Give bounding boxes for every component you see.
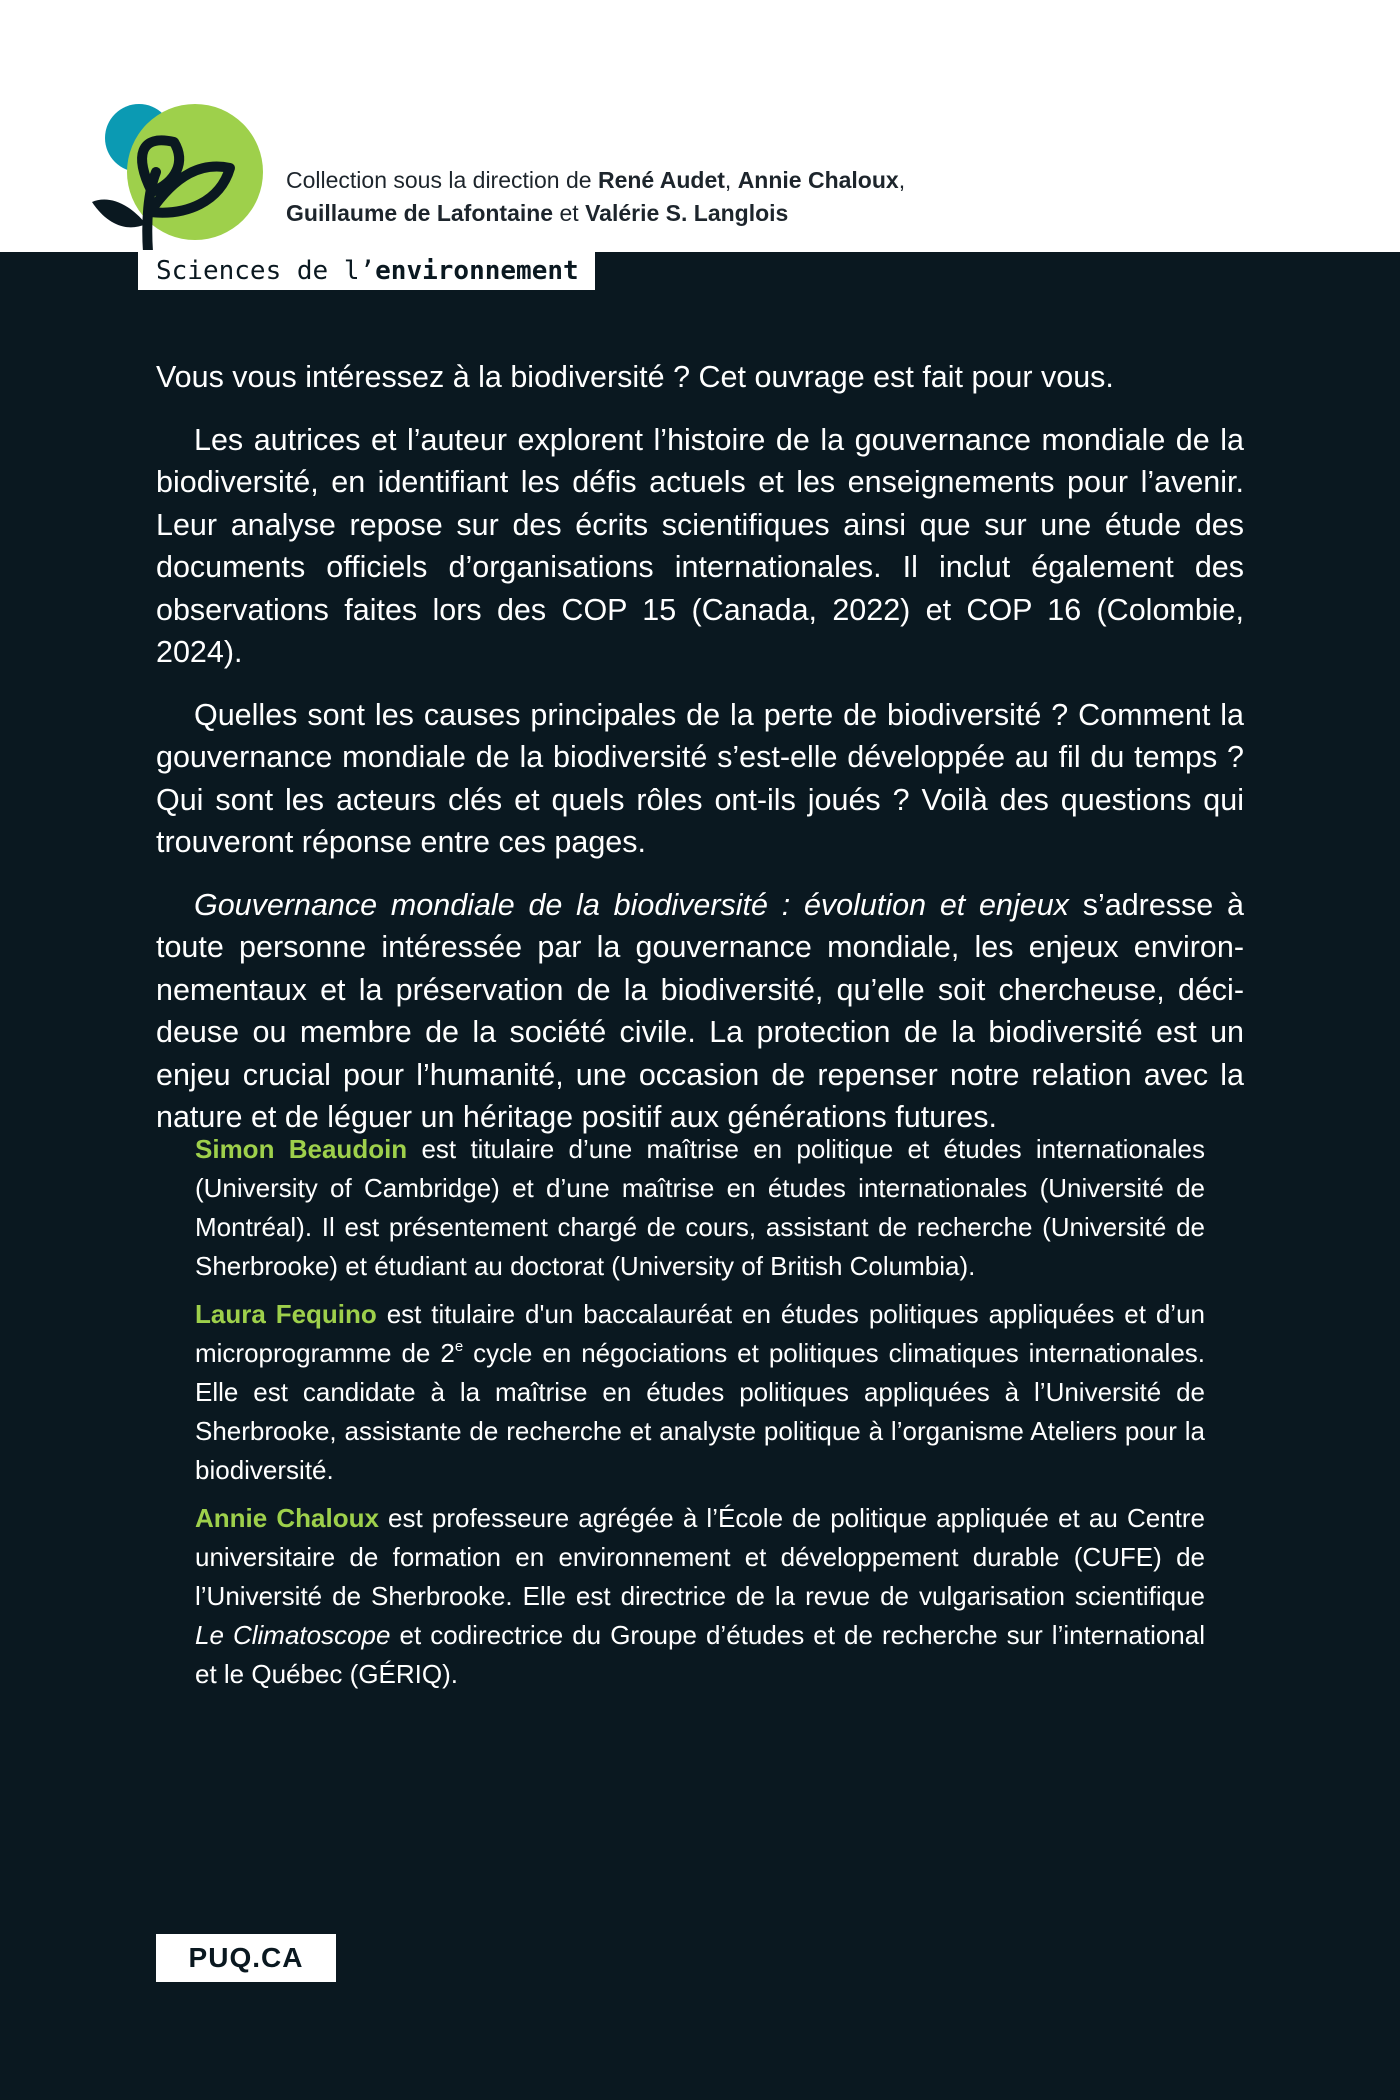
description-paragraph: Quelles sont les causes principales de la perte de biodiversité ? Comment la gouvernance mondiale de la biodiversité s’est-elle développée au fil du temps ? Qui sont les acteurs clés et quels rôles ont-ils joués ? Voilà des questions qui trouveront réponse entre ces pages.: [156, 697, 1244, 859]
collection-line-1: Collection sous la direction de René Audet, Annie Chaloux,: [286, 167, 906, 193]
collection-directors: [286, 164, 905, 230]
author-name: Simon Beaudoin: [195, 1134, 408, 1164]
director-name: Guillaume de Lafontaine: [286, 200, 554, 226]
description-paragraph: Les autrices et l’auteur explorent l’histoire de la gouvernance mondiale de la biodiversité, en identifiant les défis actuels et les enseignements pour l’avenir. Leur analyse repose sur des écrits scientifiques ainsi que sur une étude des documents officiels d’organisations internationales. Il inclut également des observations faites lors des COP 15 (Canada, 2022) et COP 16 (Colombie, 2024).: [156, 422, 1244, 669]
series-label: Sciences de l’environnement: [138, 250, 595, 290]
author-bio: Annie Chaloux est professeure agrégée à l’École de politique appliquée et au Centre universitaire de formation en environnement et développement durable (CUFE) de l’Université de Sherbrooke. Elle est directrice de la revue de vulgarisation scientifique Le Climatoscope et codirectrice du Groupe d’études et de recherche sur l’international et le Québec (GÉRIQ).: [195, 1503, 1206, 1689]
director-name: Annie Chaloux: [737, 167, 899, 193]
sprout-logo-icon: [90, 104, 270, 254]
publisher-link[interactable]: PUQ.CA: [156, 1934, 336, 1982]
collection-line-2: Guillaume de Lafontaine et Valérie S. Langlois: [286, 200, 789, 226]
author-bio: Simon Beaudoin est titulaire d’une maîtrise en politique et études internationales (University of Cambridge) et d’une maîtrise en études internationales (Université de Montréal). Il est présentement chargé de cours, assistant de recherche (Université de Sherbrooke) et étudiant au doctorat (University of British Columbia).: [195, 1134, 1205, 1281]
lead-sentence: Vous vous intéressez à la biodiversité ? Cet ouvrage est fait pour vous.: [156, 360, 1114, 394]
book-title: Gouvernance mondiale de la biodiversité : évolution et enjeux: [194, 887, 1069, 922]
author-name: Laura Fequino: [195, 1299, 377, 1329]
description-paragraph: Gouvernance mondiale de la biodiversité : évolution et enjeux s’adresse à toute personne intéressée par la gouvernance mondiale, les enjeux environnementaux et la préservation de la biodiversité, qu’elle soit chercheuse, décideuse ou membre de la société civile. La protection de la biodiversité est un enjeu crucial pour l’humanité, une occasion de repenser notre relation avec la nature et de léguer un héritage positif aux générations futures.: [156, 887, 1244, 1134]
author-bio: Laura Fequino est titulaire d'un baccalauréat en études politiques appliquées et d’un microprogramme de 2e cycle en négociations et politiques climatiques internationales. Elle est candidate à la maîtrise en études politiques appliquées à l’Université de Sherbrooke, assistante de recherche et analyste politique à l’organisme Ateliers pour la biodiversité.: [195, 1299, 1206, 1485]
header-band: [0, 0, 1400, 252]
director-name: Valérie S. Langlois: [585, 200, 789, 226]
author-bios: [195, 1130, 1205, 1703]
director-name: René Audet: [597, 167, 725, 193]
journal-title: Le Climatoscope: [195, 1620, 391, 1650]
author-name: Annie Chaloux: [195, 1503, 379, 1533]
book-description: [156, 356, 1244, 1159]
